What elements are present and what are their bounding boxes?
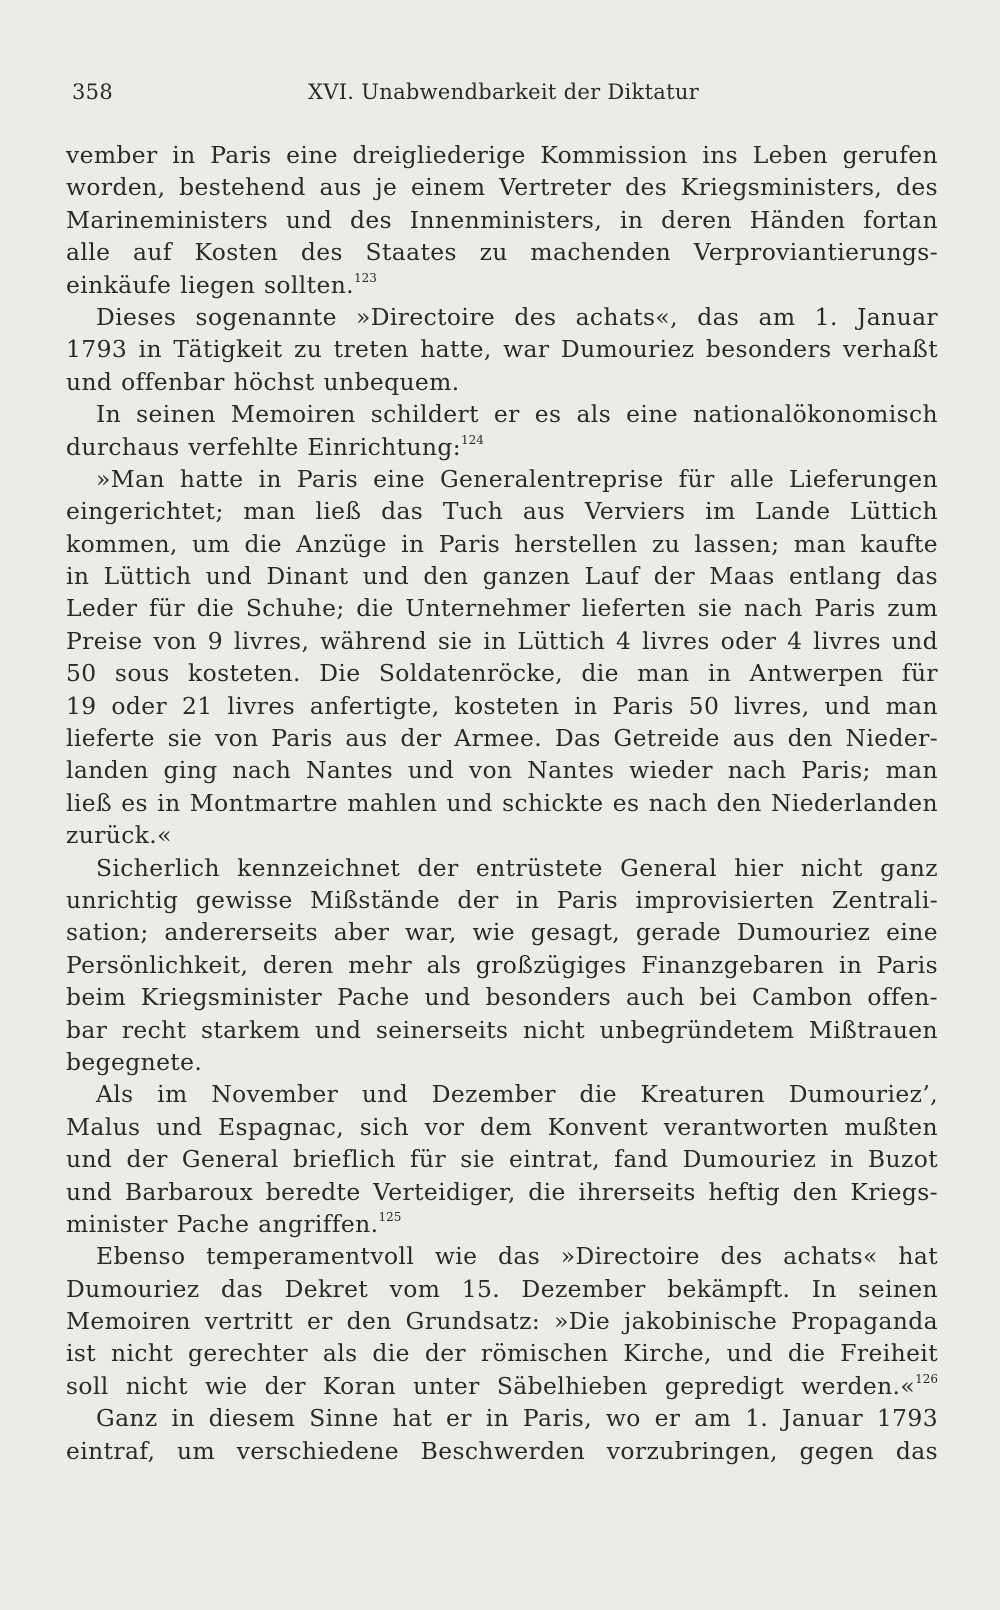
line-text: eintraf, um verschiedene Beschwerden vorzubringen, gegen das: [66, 1436, 938, 1465]
line-text: Memoiren vertritt er den Grundsatz: »Die jakobinische Propaganda: [66, 1307, 938, 1336]
line-text: »Man hatte in Paris eine Generalentreprise für alle Lieferungen: [96, 464, 938, 493]
line-text: Ebenso temperamentvoll wie das »Directoire des achats« hat: [96, 1242, 938, 1271]
text-line: [66, 884, 938, 916]
line-text: kommen, um die Anzüge in Paris herstellen zu lassen; man kaufte: [66, 529, 938, 558]
line-text: Malus und Espagnac, sich vor dem Konvent verantworten mußten: [66, 1112, 938, 1141]
text-line: [66, 1143, 938, 1175]
line-text: und der General brieflich für sie eintrat, fand Dumouriez in Buzot: [66, 1145, 938, 1174]
footnote-marker: 126: [915, 1371, 938, 1386]
text-line: [66, 171, 938, 203]
text-line: [66, 722, 938, 754]
text-line: [66, 1208, 938, 1240]
text-line: [66, 787, 938, 819]
line-text: 50 sous kosteten. Die Soldatenröcke, die man in Antwerpen für: [66, 659, 938, 688]
line-text: durchaus verfehlte Einrichtung:: [66, 432, 462, 461]
line-text: sation; andererseits aber war, wie gesagt, gerade Dumouriez eine: [66, 918, 938, 947]
line-text: vember in Paris eine dreigliederige Kommission ins Leben gerufen: [66, 141, 938, 169]
running-head: XVI. Unabwendbarkeit der Diktatur: [308, 80, 700, 104]
line-text: Dieses sogenannte »Directoire des achats«, das am 1. Januar: [96, 302, 938, 331]
line-text: eingerichtet; man ließ das Tuch aus Verviers im Lande Lüttich: [66, 497, 938, 526]
text-line: [66, 431, 938, 463]
line-text: 1793 in Tätigkeit zu treten hatte, war Dumouriez besonders verhaßt: [66, 335, 938, 364]
line-text: und Barbaroux beredte Verteidiger, die ihrerseits heftig den Kriegs-: [66, 1177, 938, 1206]
text-line: [66, 1273, 938, 1305]
text-line: [66, 592, 938, 624]
text-line: [66, 528, 938, 560]
text-line: [66, 949, 938, 981]
text-line: [66, 1111, 938, 1143]
text-line: [66, 981, 938, 1013]
text-line: [66, 1014, 938, 1046]
text-line: [66, 852, 938, 884]
line-text: Marineministers und des Innenministers, in deren Händen fortan: [66, 205, 938, 234]
line-text: in Lüttich und Dinant und den ganzen Lauf der Maas entlang das: [66, 562, 938, 591]
line-text: unrichtig gewisse Mißstände der in Paris improvisierten Zentrali-: [66, 885, 938, 914]
line-text: In seinen Memoiren schildert er es als eine nationalökonomisch: [96, 400, 938, 429]
line-text: ist nicht gerechter als die der römischen Kirche, und die Freiheit: [66, 1339, 938, 1368]
text-line: [66, 301, 938, 333]
line-text: Leder für die Schuhe; die Unternehmer lieferten sie nach Paris zum: [66, 594, 938, 623]
line-text: Persönlichkeit, deren mehr als großzügiges Finanzgebaren in Paris: [66, 950, 938, 979]
page-header: [72, 80, 932, 116]
line-text: Dumouriez das Dekret vom 15. Dezember bekämpft. In seinen: [66, 1274, 938, 1303]
line-text: und offenbar höchst unbequem.: [66, 367, 460, 396]
body-text: [66, 139, 938, 1467]
text-line: [66, 463, 938, 495]
page-number: 358: [72, 80, 113, 104]
text-line: [66, 398, 938, 430]
text-line: [66, 690, 938, 722]
text-line: [66, 139, 938, 171]
text-line: [66, 754, 938, 786]
line-text: worden, bestehend aus je einem Vertreter des Kriegsministers, des: [66, 173, 938, 202]
footnote-marker: 124: [461, 432, 484, 447]
line-text: minister Pache angriffen.: [66, 1209, 379, 1238]
line-text: lieferte sie von Paris aus der Armee. Das Getreide aus den Nieder-: [66, 724, 938, 753]
text-line: [66, 204, 938, 236]
line-text: Preise von 9 livres, während sie in Lüttich 4 livres oder 4 livres und: [66, 626, 938, 655]
text-line: [66, 1370, 938, 1402]
text-line: [66, 1176, 938, 1208]
text-line: [66, 495, 938, 527]
line-text: Als im November und Dezember die Kreaturen Dumouriez’,: [96, 1080, 938, 1109]
line-text: beim Kriegsminister Pache und besonders auch bei Cambon offen-: [66, 983, 938, 1012]
text-line: [66, 1046, 938, 1078]
line-text: landen ging nach Nantes und von Nantes wieder nach Paris; man: [66, 756, 938, 785]
line-text: begegnete.: [66, 1047, 203, 1076]
text-line: [66, 625, 938, 657]
text-line: [66, 1240, 938, 1272]
text-line: [66, 333, 938, 365]
text-line: [66, 1435, 938, 1467]
text-line: [66, 916, 938, 948]
line-text: soll nicht wie der Koran unter Säbelhieben gepredigt werden.«: [66, 1371, 916, 1400]
text-line: [66, 366, 938, 398]
text-line: [66, 657, 938, 689]
text-line: [66, 1337, 938, 1369]
line-text: bar recht starkem und seinerseits nicht unbegründetem Mißtrauen: [66, 1015, 938, 1044]
text-line: [66, 269, 938, 301]
line-text: ließ es in Montmartre mahlen und schickte es nach den Niederlanden: [66, 788, 938, 817]
line-text: Sicherlich kennzeichnet der entrüstete General hier nicht ganz: [96, 853, 938, 882]
text-line: [66, 236, 938, 268]
footnote-marker: 125: [378, 1209, 402, 1224]
text-line: [66, 560, 938, 592]
footnote-marker: 123: [354, 270, 377, 285]
text-line: [66, 819, 938, 851]
line-text: zurück.«: [66, 821, 172, 850]
line-text: alle auf Kosten des Staates zu machenden Verproviantierungs-: [66, 238, 938, 267]
text-line: [66, 1078, 938, 1110]
line-text: einkäufe liegen sollten.: [66, 270, 355, 299]
line-text: 19 oder 21 livres anfertigte, kosteten in Paris 50 livres, und man: [66, 691, 938, 720]
line-text: Ganz in diesem Sinne hat er in Paris, wo er am 1. Januar 1793: [96, 1404, 938, 1433]
text-line: [66, 1305, 938, 1337]
text-line: [66, 1402, 938, 1434]
